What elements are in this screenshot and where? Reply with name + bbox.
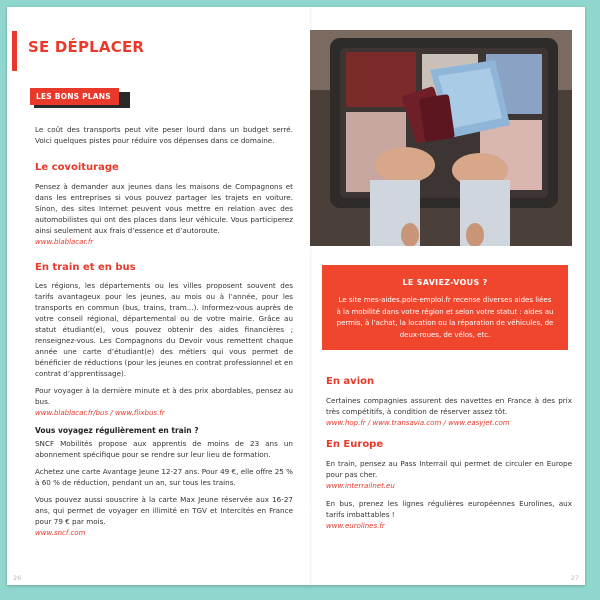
eurolines-link[interactable]: www.eurolines.fr bbox=[326, 522, 385, 530]
sncf-link[interactable]: www.sncf.com bbox=[35, 529, 86, 537]
covoiturage-heading: Le covoiturage bbox=[35, 162, 119, 173]
train-bus-text-5: Vous pouvez aussi souscrire à la carte Max Jeune réservée aux 16-27 ans, qui permet de voyager en illimité en TGV et Intercités en France pour 79 € par mois. bbox=[35, 495, 293, 526]
bus-links[interactable]: www.blablacar.fr/bus / www.flixbus.fr bbox=[35, 409, 165, 417]
avion-text: Certaines compagnies assurent des navettes en France à des prix très compétitifs, à condition de réserver assez tôt. bbox=[326, 396, 572, 416]
did-you-know-text: Le site mes-aides.pole-emploi.fr recense diverses aides liées à la mobilité dans votre région et selon votre statut : aides au permis, à l’achat, la location ou la réparation de véhicules, de deux-roues, de vélos, etc. bbox=[336, 296, 554, 339]
did-you-know-box bbox=[322, 265, 568, 350]
blablacar-link[interactable]: www.blablacar.fr bbox=[35, 238, 94, 246]
page-number-right: 27 bbox=[570, 574, 579, 582]
brochure-spread bbox=[7, 7, 585, 585]
airline-links[interactable]: www.hop.fr / www.transavia.com / www.easyjet.com bbox=[326, 419, 510, 427]
train-bus-text-1: Les régions, les départements ou les villes proposent souvent des tarifs avantageux pour les jeunes, au mois ou à l’année, pour les transports en commun (bus, trains, tram...). Informez-vous auprès de votre conseil régional, départemental ou de votre mairie. Grâce au statut étudiant(e), vous pouvez obtenir des aides financières ; renseignez-vous. Les Compagnons du Devoir vous remettent chaque année une carte d’étudiant(e) des métiers qui vous permet de bénéficier de réductions (pour les jeunes en contrat professionnel et en contrat d’apprentissage). bbox=[35, 281, 293, 378]
train-bus-text-3: SNCF Mobilités propose aux apprentis de moins de 23 ans un abonnement spécifique pour se rendre sur leur lieu de formation. bbox=[35, 439, 293, 459]
suitcase-photo bbox=[310, 30, 572, 246]
train-question: Vous voyagez régulièrement en train ? bbox=[35, 426, 199, 435]
covoiturage-text: Pensez à demander aux jeunes dans les maisons de Compagnons et dans les entreprises si vous pouvez partager les trajets en voiture. Sinon, des sites Internet peuvent vous mettre en relation avec des automobilistes qui ont des places dans leur véhicule. Vous participerez ainsi seulement aux frais d’essence et d’autoroute. bbox=[35, 182, 293, 235]
europe-heading: En Europe bbox=[326, 439, 384, 450]
suitcase-illustration bbox=[310, 30, 572, 246]
right-column bbox=[326, 376, 572, 530]
europe-text-1: En train, pensez au Pass Interrail qui permet de circuler en Europe pour pas cher. bbox=[326, 459, 572, 479]
avion-heading: En avion bbox=[326, 376, 375, 387]
heading-accent-bar bbox=[12, 31, 17, 71]
europe-text-2: En bus, prenez les lignes régulières européennes Eurolines, aux tarifs imbattables ! bbox=[326, 499, 572, 519]
intro-text: Le coût des transports peut vite peser lourd dans un budget serré. Voici quelques pistes pour réduire vos dépenses dans ce domaine. bbox=[35, 125, 293, 145]
interrail-link[interactable]: www.interrailnet.eu bbox=[326, 482, 395, 490]
left-column bbox=[35, 124, 293, 537]
train-bus-heading: En train et en bus bbox=[35, 262, 136, 273]
train-bus-text-2: Pour voyager à la dernière minute et à des prix abordables, pensez au bus. bbox=[35, 386, 293, 406]
did-you-know-title: LE SAVIEZ-VOUS ? bbox=[402, 278, 488, 287]
train-bus-text-4: Achetez une carte Avantage Jeune 12-27 ans. Pour 49 €, elle offre 25 % à 60 % de réduction, pendant un an, sur tous les trains. bbox=[35, 467, 293, 487]
page-title: SE DÉPLACER bbox=[28, 38, 145, 56]
page-number-left: 26 bbox=[13, 574, 22, 582]
section-badge: LES BONS PLANS bbox=[30, 88, 119, 105]
